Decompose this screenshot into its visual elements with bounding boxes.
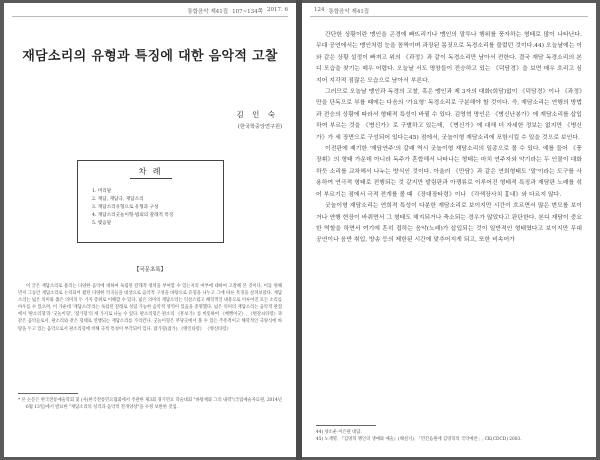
author-name: 김 인 숙 (236, 110, 278, 119)
page-number: 124 (314, 7, 325, 13)
toc-title: 차 례 (138, 167, 163, 176)
toc-list (92, 188, 173, 228)
article-title: 재담소리의 유형과 특징에 대한 음악적 고찰 (22, 49, 278, 64)
author-affiliation: (한국학중앙연구원) (237, 124, 282, 130)
footnote-divider (316, 425, 376, 426)
right-page (302, 3, 596, 457)
toc-item: 3. 재담소리유형으로 유형과 구성 (92, 205, 159, 210)
page-range: 107~134쪽 (232, 9, 263, 15)
footnote: 45) 노재명, 『김영혁 맹인의 생애와 예술』(해설지), 「민간음원에 김영혁의 국악예찬」, CK(CDCD) 2003. (316, 437, 522, 442)
left-page (4, 3, 296, 457)
footnote-divider (18, 393, 78, 394)
toc-item: 1. 머리말 (92, 189, 112, 194)
table-of-contents (77, 160, 224, 243)
toc-item: 4. 재담소리굿놀이형-법외의 갈래적 특징 (92, 213, 174, 218)
body-text (316, 30, 582, 247)
abstract-text: 이 글은 재담소리로 불리는 다양한 음악에 대하여 독립된 갈래적 영역을 부여할 수 있는지의 여부에 대하여 고찰해 본 것이다. 이를 위해 먼저 그동안 재담소리로 논의되어 왔던 다양한 악곡들을 대상으로 음악적 구성을 바탕으로 유형을 나누고 그에 따른 특징을 살펴보았다. 재담소리는 넓은 의미와 좁은 의미의 두 가지 층위로 이해할 수 있다. 넓은 의미의 재담소리는 익살스럽고 해학적인 내용으로 이루어진 모든 소리를 아우를 수 있으며, 이 가운데 '재담소리'라는 독립된 갈래로 성립 가능한 음악적 영역이 있음을 증명했다. 넓은 의미의 재담소리는 음악적 관점에서 '판소리형'과 '굿놀이형', '잡가형'의 세 가지로 나눌 수 있다. 판소리형은 판소리 《흥보가》를 비롯하여 《배뱅이굿》, 《변강쇠타령》과 같은 음악들로서, 판소리와 같은 형태로 연행되는 재담소리를 가리킨다. 굿놀이형은 무당굿에서 볼 수 있는 주흥적이고 해학적인 극양식에 바탕을 두고 있는 음악으로서 판소리형에 비해 극적 특성이 부각되어 있다. 잡가형(잡가) 《맹인타령》 《병신타령》 (18, 284, 282, 332)
header-rule (12, 16, 288, 17)
journal-name: 통합음악 제41집 (328, 9, 370, 15)
toc-title-underline (130, 178, 172, 179)
paragraph: 간단한 상황이란 맹인을 곤경에 빠뜨리기나 맹인의 말투나 행위를 풍자하는 형태로 많이 나타난다. 무대 공연에서는 맹인처럼 눈을 꼼짝이며 과장된 몸짓으로 독경소리를 불렀던 것이다.44) 오늘날에는 이와 같은 상황 설정이 빠져고 위의 《과정》과 같이 독경소리만 남아서 전한다. 결국 재담 독경소리의 본디 모습을 찾기는 매우 어렵다. 오늘날 서도 명창들이 전승하고 있는 《덕담경》을 보면 매우 흐리고 심지어 지각적 점잖은 모습으로 남아서 부른다. (316, 32, 582, 84)
footnote: 44) 양소운·이은관 대담. (316, 430, 362, 435)
left-page-header (187, 7, 288, 15)
journal-name: 통합음악 제41집 (187, 9, 229, 15)
issue-date: 2017. 6 (267, 7, 288, 13)
paragraph: 그러므로 오늘날 맹인과 독경의 고찰, 혹은 맹인과 제 3자의 대화(희담)없이 《덕담경》이나 《과정》만을 단독으로 부를 때에는 다음의 '가요형' 독경소리로 구분해야 할 것이다. 즉, 재담소리는 연행의 방법과 전승의 상황에 따라서 형태적 특성이 바뀔 수 있다. 김영혁 명인은 《병신난봉가》에 재담소리를 삽입하여 부르는 것을 《병신가》로 구별하고 있는데, 《병신가》에 대해 더 자세한 정보는 없지만 《병신가》가 세 장면으로 구성되어 있다는45) 점에서, 굿놀이형 재담소리에 포함시킬 수 있을 것으로 보인다. (316, 89, 582, 141)
footnotes (316, 429, 582, 443)
paragraph: 굿놀이형 재담소리는 연희적 특성이 다분한 재담소리로 보이지만 시간이 흐르면서 많은 변모를 보이거나 연행 현장이 바뀌면서 그 형태도 해지되거나 축소되는 경우가 많았다고 판단한다. 본디 재담이 중요한 역할을 하면서 여기에 흔히 접하는 음악(노래)가 삽입되는 것이 일반적인 형태였다고 보이지만 무대 공연이나 음반 취입, 방송 등의 제한된 시간에 맞추어지게 되고, 또한 비속어가 (316, 203, 582, 244)
toc-item: 5. 맺음말 (92, 221, 112, 226)
paragraph: 이전판에 제기한 '재담연주'의 갈래 역시 굿놀이형 재담소리의 일종으로 볼 수 있다. 예를 들어 《풍장휘》의 형태 가운데 아니라 독주가 혼합해서 나타나는 형태는 마치 연주자와 악기라는 두 인물이 대화하듯 소리를 교차해서 나누는 방식인 것이다. 아울러 《만담》과 같은 연희형태도 '말'이라는 도구를 사용하여 연극적 형태로 전행되는 것 같지만 발림판과 아쟁류로 이루어진 형태적 특징과 재담판 노래를 섞어 부르기는 점에서 극적 전개를 볼 때 《장대장타령》이나 《각색장사치 흉내》와 다르지 않다. (316, 146, 582, 198)
header-rule (310, 16, 588, 17)
footnote: * 본 논문은 한국전통예술학회 및 (사)한국전통민요협회에서 주관한 제3회 경기민요 학술대회 "바탕재와 그의 내력"(국립예술자료원, 2014년 6월 13일)에서 발표한 "재담소리의 성격과 음악적 전개양상"을 수정 보완한 것임. (18, 398, 282, 410)
toc-item: 2. 재담, 재담극, 재담소리 (92, 197, 144, 202)
right-page-header (314, 7, 369, 15)
abstract-heading: 【국문초록】 (133, 267, 167, 273)
